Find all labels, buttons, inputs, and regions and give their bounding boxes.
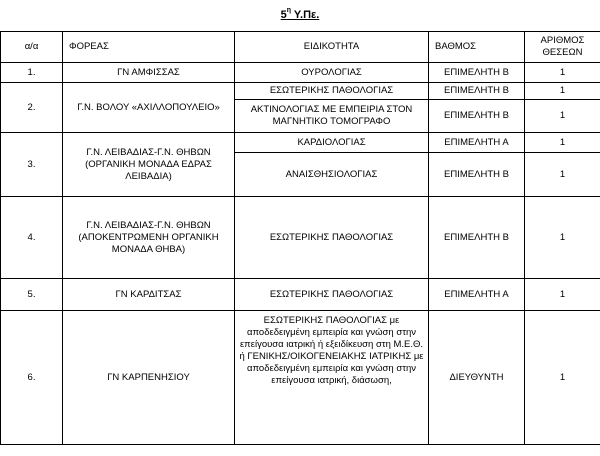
vathmos-cell: ΕΠΙΜΕΛΗΤΗ Β xyxy=(429,83,525,100)
row-number: 5. xyxy=(1,279,63,311)
table-row xyxy=(1,311,600,445)
row-number: 1. xyxy=(1,63,63,83)
foreas-cell: Γ.Ν. ΒΟΛΟΥ «ΑΧΙΛΛΟΠΟΥΛΕΙΟ» xyxy=(63,83,235,133)
vathmos-cell: ΕΠΙΜΕΛΗΤΗ Β xyxy=(429,100,525,133)
positions-table xyxy=(0,31,600,445)
table-row xyxy=(1,279,600,311)
eidikotita-cell: ΕΣΩΤΕΡΙΚΗΣ ΠΑΘΟΛΟΓΙΑΣ με αποδεδειγμένη εμπειρία και γνώση στην επείγουσα ιατρική ή εξειδίκευση στη Μ.Ε.Θ. ή ΓΕΝΙΚΗΣ/ΟΙΚΟΓΕΝΕΙΑΚΗΣ ΙΑΤΡΙΚΗΣ με αποδεδειγμένη εμπειρία και γνώση στην επείγουσα ιατρική, διάσωση, xyxy=(235,311,429,445)
eidikotita-cell: ΟΥΡΟΛΟΓΙΑΣ xyxy=(235,63,429,83)
header-aa: α/α xyxy=(1,32,63,63)
foreas-cell: ΓΝ ΚΑΡΠΕΝΗΣΙΟΥ xyxy=(63,311,235,445)
vathmos-cell: ΔΙΕΥΘΥΝΤΗ xyxy=(429,311,525,445)
table-row xyxy=(1,133,600,153)
arithmos-cell: 1 xyxy=(525,83,600,100)
table-row xyxy=(1,63,600,83)
vathmos-cell: ΕΠΙΜΕΛΗΤΗ Β xyxy=(429,63,525,83)
table-row xyxy=(1,83,600,100)
row-number: 6. xyxy=(1,311,63,445)
foreas-cell: ΓΝ ΑΜΦΙΣΣΑΣ xyxy=(63,63,235,83)
eidikotita-cell: ΕΣΩΤΕΡΙΚΗΣ ΠΑΘΟΛΟΓΙΑΣ xyxy=(235,197,429,279)
vathmos-cell: ΕΠΙΜΕΛΗΤΗ Α xyxy=(429,279,525,311)
vathmos-cell: ΕΠΙΜΕΛΗΤΗ Β xyxy=(429,197,525,279)
eidikotita-cell: ΕΣΩΤΕΡΙΚΗΣ ΠΑΘΟΛΟΓΙΑΣ xyxy=(235,83,429,100)
document-title xyxy=(0,9,600,21)
title-superscript: η xyxy=(286,7,292,14)
foreas-cell: Γ.Ν. ΛΕΙΒΑΔΙΑΣ-Γ.Ν. ΘΗΒΩΝ (ΑΠΟΚΕΝΤΡΩΜΕΝΗ ΟΡΓΑΝΙΚΗ ΜΟΝΑΔΑ ΘΗΒΑ) xyxy=(63,197,235,279)
arithmos-cell: 1 xyxy=(525,279,600,311)
row-number: 3. xyxy=(1,133,63,197)
row-number: 4. xyxy=(1,197,63,279)
table-row xyxy=(1,197,600,279)
arithmos-cell: 1 xyxy=(525,153,600,197)
arithmos-cell: 1 xyxy=(525,100,600,133)
header-eidikotita: ΕΙΔΙΚΟΤΗΤΑ xyxy=(235,32,429,63)
vathmos-cell: ΕΠΙΜΕΛΗΤΗ Α xyxy=(429,133,525,153)
eidikotita-cell: ΑΚΤΙΝΟΛΟΓΙΑΣ ΜΕ ΕΜΠΕΙΡΙΑ ΣΤΟΝ ΜΑΓΝΗΤΙΚΟ ΤΟΜΟΓΡΑΦΟ xyxy=(235,100,429,133)
header-arithmos: ΑΡΙΘΜΟΣ ΘΕΣΕΩΝ xyxy=(525,32,600,63)
row-number: 2. xyxy=(1,83,63,133)
arithmos-cell: 1 xyxy=(525,197,600,279)
header-foreas: ΦΟΡΕΑΣ xyxy=(63,32,235,63)
foreas-cell: ΓΝ ΚΑΡΔΙΤΣΑΣ xyxy=(63,279,235,311)
arithmos-cell: 1 xyxy=(525,311,600,445)
title-number: 5 xyxy=(280,9,287,21)
arithmos-cell: 1 xyxy=(525,63,600,83)
header-vathmos: ΒΑΘΜΟΣ xyxy=(429,32,525,63)
table-header-row xyxy=(1,32,600,63)
eidikotita-cell: ΑΝΑΙΣΘΗΣΙΟΛΟΓΙΑΣ xyxy=(235,153,429,197)
eidikotita-cell: ΕΣΩΤΕΡΙΚΗΣ ΠΑΘΟΛΟΓΙΑΣ xyxy=(235,279,429,311)
eidikotita-cell: ΚΑΡΔΙΟΛΟΓΙΑΣ xyxy=(235,133,429,153)
vathmos-cell: ΕΠΙΜΕΛΗΤΗ Β xyxy=(429,153,525,197)
title-text: Υ.Πε. xyxy=(291,9,320,21)
foreas-cell: Γ.Ν. ΛΕΙΒΑΔΙΑΣ-Γ.Ν. ΘΗΒΩΝ (ΟΡΓΑΝΙΚΗ ΜΟΝΑΔΑ ΕΔΡΑΣ ΛΕΙΒΑΔΙΑ) xyxy=(63,133,235,197)
arithmos-cell: 1 xyxy=(525,133,600,153)
